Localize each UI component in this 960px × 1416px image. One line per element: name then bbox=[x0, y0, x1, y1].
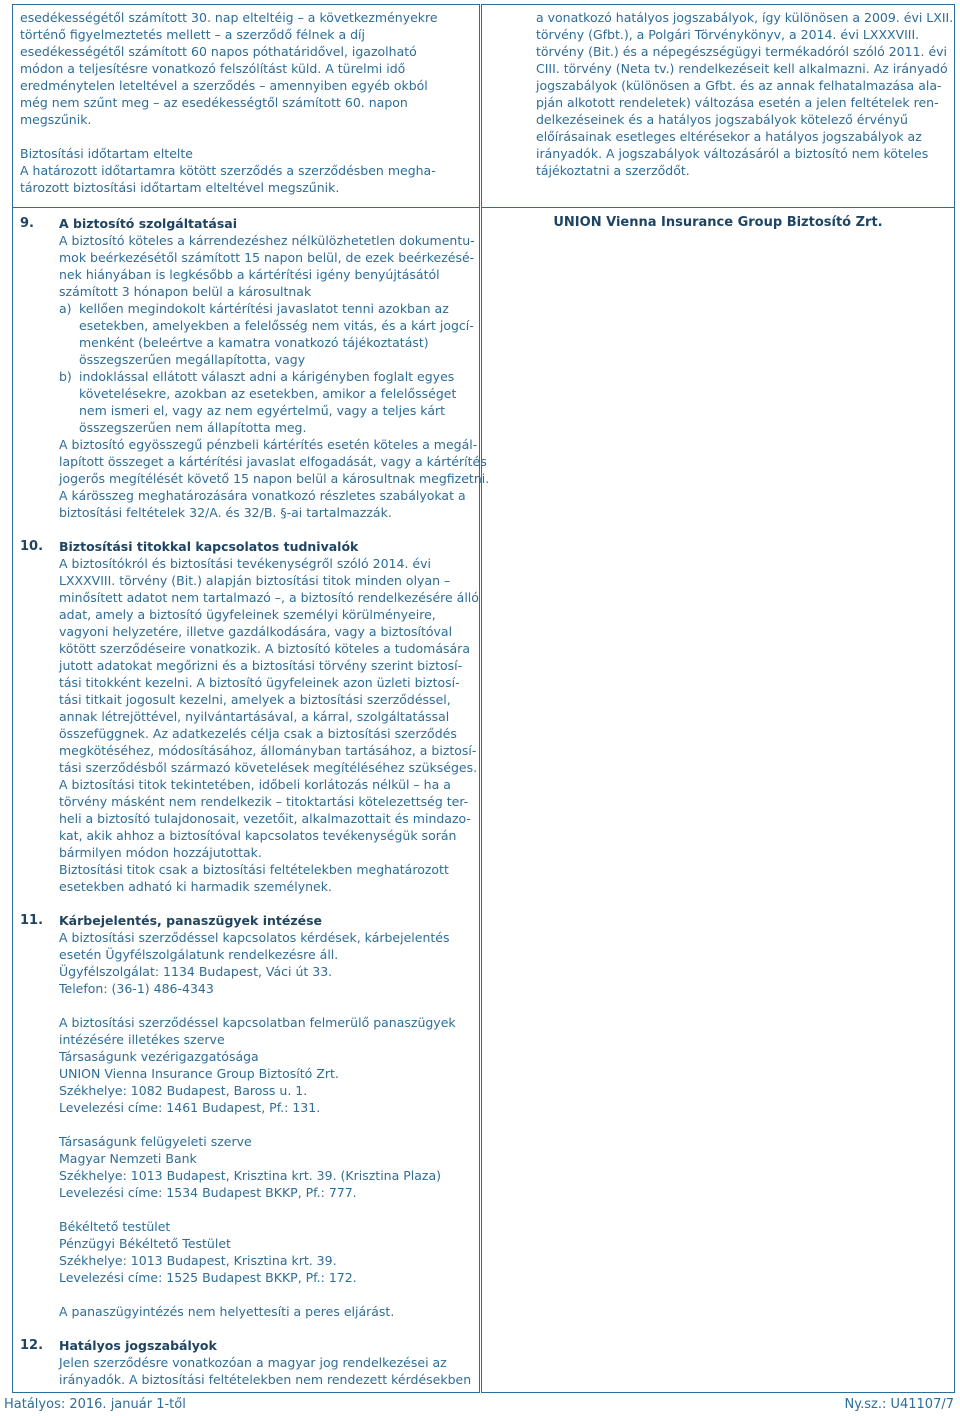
item-b-marker: b) bbox=[59, 369, 72, 384]
section-11-number: 11. bbox=[20, 913, 44, 928]
text-line: törvény (Bit.) és a népegészségügyi termékadóról szóló 2011. évi bbox=[536, 44, 948, 59]
section-11-title: Kárbejelentés, panaszügyek intézése bbox=[59, 913, 323, 928]
text-line: kat, akik ahhoz a biztosítóval kapcsolatos tevékenységük során bbox=[59, 828, 457, 843]
right-bottom-frame bbox=[481, 207, 955, 1393]
text-line: esedékességétől számított 60 napos póthatáridővel, igazolható bbox=[20, 44, 417, 59]
text-line: vagyoni helyzetére, illetve gazdálkodására, vagy a biztosítóval bbox=[59, 624, 453, 639]
conciliation-block bbox=[59, 1218, 466, 1286]
section-9-item-a bbox=[59, 300, 474, 368]
text-line: Magyar Nemzeti Bank bbox=[59, 1151, 197, 1166]
text-line: megkötéséhez, módosításához, állományban tartásához, a biztosí- bbox=[59, 743, 477, 758]
text-line: összegszerűen nem állapította meg. bbox=[79, 420, 307, 435]
text-line: UNION Vienna Insurance Group Biztosító Zrt. bbox=[59, 1066, 339, 1081]
section-11 bbox=[20, 912, 466, 1320]
section-12-number: 12. bbox=[20, 1338, 44, 1353]
text-line: A biztosítókról és biztosítási tevékenységről szóló 2014. évi bbox=[59, 556, 431, 571]
text-line: jutott adatokat megőrizni és a biztosítási törvény szerint biztosí- bbox=[59, 658, 463, 673]
litigation-note bbox=[59, 1303, 466, 1320]
text-line: összegszerűen megállapította, vagy bbox=[79, 352, 306, 367]
text-line: Telefon: (36-1) 486-4343 bbox=[59, 981, 214, 996]
text-line: delkezéseinek és a hatályos jogszabályok kötelező érvényű bbox=[536, 112, 908, 127]
text-line: A biztosítási titok tekintetében, időbeli korlátozás nélkül – ha a bbox=[59, 777, 451, 792]
text-line: Székhelye: 1013 Budapest, Krisztina krt. 39. bbox=[59, 1253, 337, 1268]
left-top-text bbox=[20, 9, 466, 196]
text-line: követelésekre, azokban az esetekben, amikor a felelősséget bbox=[79, 386, 457, 401]
customer-service-block bbox=[59, 929, 466, 997]
text-line: intézésére illetékes szerve bbox=[59, 1032, 225, 1047]
section-12-title: Hatályos jogszabályok bbox=[59, 1338, 217, 1353]
text-line: Társaságunk vezérigazgatósága bbox=[59, 1049, 259, 1064]
text-line: tási titkait jogosult kezelni, amelyek a biztosítási szerződéssel, bbox=[59, 692, 451, 707]
text-line: indoklással ellátott választ adni a kárigényben foglalt egyes bbox=[79, 369, 455, 384]
text-line: jogerős megítélését követő 15 napon belül a károsultnak megfizetni. bbox=[59, 471, 490, 486]
text-line: előírásainak esetleges eltérésekor a hatályos jogszabályok az bbox=[536, 129, 922, 144]
text-line: A biztosítási szerződéssel kapcsolatban felmerülő panaszügyek bbox=[59, 1015, 456, 1030]
company-signature: UNION Vienna Insurance Group Biztosító Zrt. bbox=[553, 215, 883, 230]
text-line: Ügyfélszolgálat: 1134 Budapest, Váci út 33. bbox=[59, 964, 333, 979]
item-a-text bbox=[79, 300, 474, 368]
text-line: még nem szűnt meg – az esedékességtől számított 60. napon bbox=[20, 95, 408, 110]
text-line: tájékoztatni a szerződőt. bbox=[536, 163, 690, 178]
text-line: a vonatkozó hatályos jogszabályok, így különösen a 2009. évi LXII. bbox=[536, 10, 954, 25]
text-line: törvény másként nem rendelkezik – titoktartási kötelezettség ter- bbox=[59, 794, 469, 809]
text-line: menként (beleértve a kamatra vonatkozó tájékoztatást) bbox=[79, 335, 429, 350]
item-b-text bbox=[79, 368, 466, 436]
text-line: mok beérkezésétől számított 15 napon belül, de ezek beérkezésé- bbox=[59, 250, 475, 265]
text-line: minősített adatot nem tartalmazó –, a biztosító rendelkezésére álló bbox=[59, 590, 479, 605]
section-9-item-b bbox=[59, 368, 466, 436]
text-line: megszűnik. bbox=[20, 112, 92, 127]
text-line: történő figyelmeztetés mellett – a szerződő félnek a díj bbox=[20, 27, 365, 42]
complaints-block bbox=[59, 1014, 466, 1116]
text-line: jogszabályok (különösen a Gfbt. és az annak felhatalmazása ala- bbox=[536, 78, 942, 93]
text-line: irányadók. A jogszabályok változásáról a biztosító nem köteles bbox=[536, 146, 929, 161]
section-9-intro bbox=[59, 232, 475, 300]
supervisory-block bbox=[59, 1133, 466, 1201]
text-line: Békéltető testület bbox=[59, 1219, 171, 1234]
section-12 bbox=[20, 1337, 472, 1388]
text-line: CIII. törvény (Neta tv.) rendelkezéseit kell alkalmazni. Az irányadó bbox=[536, 61, 948, 76]
text-line: LXXXVIII. törvény (Bit.) alapján biztosítási titok minden olyan – bbox=[59, 573, 451, 588]
term-expiry-paragraph bbox=[20, 162, 466, 196]
text-line: A panaszügyintézés nem helyettesíti a peres eljárást. bbox=[59, 1304, 395, 1319]
section-10-body bbox=[59, 555, 479, 895]
text-line: kötött szerződéseire vonatkozik. A biztosító köteles a tudomására bbox=[59, 641, 470, 656]
text-line: A biztosító köteles a kárrendezéshez nélkülözhetetlen dokumentu- bbox=[59, 233, 475, 248]
section-9 bbox=[20, 215, 490, 521]
text-line: esetén Ügyfélszolgálatunk rendelkezésre áll. bbox=[59, 947, 339, 962]
section-9-payment bbox=[59, 436, 490, 521]
text-line: annak létrejöttével, nyilvántartásával, a kárral, szolgáltatással bbox=[59, 709, 450, 724]
text-line: Társaságunk felügyeleti szerve bbox=[59, 1134, 252, 1149]
text-line: Levelezési címe: 1525 Budapest BKKP, Pf.: 172. bbox=[59, 1270, 357, 1285]
footer-effective-date: Hatályos: 2016. január 1-től bbox=[4, 1397, 186, 1412]
text-line: Biztosítási titok csak a biztosítási feltételekben meghatározott bbox=[59, 862, 449, 877]
section-10-title: Biztosítási titokkal kapcsolatos tudnivalók bbox=[59, 539, 359, 554]
section-9-title: A biztosító szolgáltatásai bbox=[59, 216, 237, 231]
item-a-marker: a) bbox=[59, 301, 72, 316]
text-line: tási szerződésből származó követelések megítéléséhez szükséges. bbox=[59, 760, 478, 775]
text-line: nek hiányában is legkésőbb a kártérítési igény benyújtásától bbox=[59, 267, 440, 282]
text-line: A határozott időtartamra kötött szerződés a szerződésben megha- bbox=[20, 163, 436, 178]
right-top-text bbox=[536, 9, 954, 179]
footer-reference-number: Ny.sz.: U41107/7 bbox=[844, 1397, 954, 1412]
text-line: biztosítási feltételek 32/A. és 32/B. §-ai tartalmazzák. bbox=[59, 505, 392, 520]
text-line: lapított összeget a kártérítési javaslat elfogadását, vagy a kártérítés bbox=[59, 454, 487, 469]
text-line: A kárösszeg meghatározására vonatkozó részletes szabályokat a bbox=[59, 488, 466, 503]
text-line: számított 3 hónapon belül a károsultnak bbox=[59, 284, 312, 299]
section-10-number: 10. bbox=[20, 539, 44, 554]
text-line: Székhelye: 1082 Budapest, Baross u. 1. bbox=[59, 1083, 308, 1098]
text-line: Levelezési címe: 1461 Budapest, Pf.: 131. bbox=[59, 1100, 321, 1115]
text-line: eredménytelen leteltével a szerződés – amennyiben egyéb okból bbox=[20, 78, 428, 93]
text-line: adat, amely a biztosító ügyfeleinek személyi körülményeire, bbox=[59, 607, 436, 622]
text-line: esetekben adható ki harmadik személynek. bbox=[59, 879, 332, 894]
text-line: nem ismeri el, vagy az nem egyértelmű, vagy a teljes kárt bbox=[79, 403, 446, 418]
text-line: A biztosító egyösszegű pénzbeli kártérítés esetén köteles a megál- bbox=[59, 437, 478, 452]
text-line: esetekben, amelyekben a felelősség nem vitás, és a kárt jogcí- bbox=[79, 318, 474, 333]
text-line: Székhelye: 1013 Budapest, Krisztina krt. 39. (Krisztina Plaza) bbox=[59, 1168, 441, 1183]
section-9-number: 9. bbox=[20, 216, 34, 231]
applicable-law-paragraph bbox=[536, 9, 954, 179]
text-line: Jelen szerződésre vonatkozóan a magyar jog rendelkezései az bbox=[59, 1355, 447, 1370]
section-12-body bbox=[59, 1354, 472, 1388]
text-line: Levelezési címe: 1534 Budapest BKKP, Pf.: 777. bbox=[59, 1185, 357, 1200]
text-line: tási titokként kezelni. A biztosító ügyfeleinek azon üzleti biztosí- bbox=[59, 675, 460, 690]
text-line: módon a teljesítésre vonatkozó felszólítást küld. A türelmi idő bbox=[20, 61, 406, 76]
text-line: tározott biztosítási időtartam elteltével megszűnik. bbox=[20, 180, 340, 195]
intro-paragraph bbox=[20, 9, 466, 128]
text-line: pján alkotott rendeletek) változása esetén a jelen feltételek ren- bbox=[536, 95, 939, 110]
section-10 bbox=[20, 538, 479, 895]
text-line: heli a biztosító tulajdonosait, vezetőit, alkalmazottait és mindazo- bbox=[59, 811, 471, 826]
text-line: irányadók. A biztosítási feltételekben nem rendezett kérdésekben bbox=[59, 1372, 472, 1387]
text-line: esedékességétől számított 30. nap elteltéig – a következményekre bbox=[20, 10, 438, 25]
text-line: törvény (Gfbt.), a Polgári Törvénykönyv, a 2014. évi LXXXVIII. bbox=[536, 27, 920, 42]
term-expiry-heading: Biztosítási időtartam eltelte bbox=[20, 146, 193, 161]
text-line: kellően megindokolt kártérítési javaslatot tenni azokban az bbox=[79, 301, 449, 316]
text-line: bármilyen módon hozzájutottak. bbox=[59, 845, 262, 860]
text-line: Pénzügyi Békéltető Testület bbox=[59, 1236, 231, 1251]
text-line: A biztosítási szerződéssel kapcsolatos kérdések, kárbejelentés bbox=[59, 930, 450, 945]
text-line: összefüggnek. Az adatkezelés célja csak a biztosítási szerződés bbox=[59, 726, 457, 741]
